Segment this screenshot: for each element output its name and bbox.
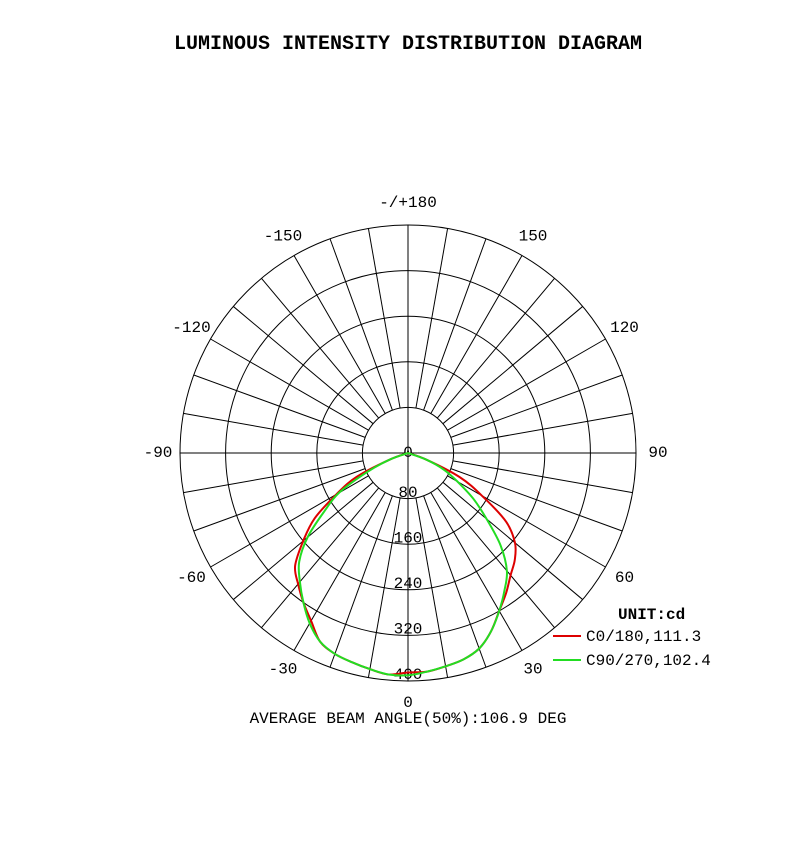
angle-label: 30 xyxy=(523,660,543,679)
legend-label: C0/180,111.3 xyxy=(586,628,702,646)
angle-label: 60 xyxy=(614,569,635,588)
legend-label: C90/270,102.4 xyxy=(586,652,711,670)
radial-tick-label: 400 xyxy=(393,666,423,685)
radial-tick-label: 240 xyxy=(393,575,423,594)
unit-label: UNIT:cd xyxy=(618,606,686,624)
angle-label: -150 xyxy=(263,227,303,246)
angle-label: 120 xyxy=(610,319,639,338)
angle-label: 150 xyxy=(518,227,548,246)
radial-tick-label: 80 xyxy=(398,483,418,502)
angle-label: -60 xyxy=(177,569,206,588)
angle-label: 90 xyxy=(648,444,668,463)
beam-angle-footer: AVERAGE BEAM ANGLE(50%):106.9 DEG xyxy=(249,710,567,728)
radial-tick-label: 160 xyxy=(393,529,423,548)
radial-tick-label: 320 xyxy=(393,620,423,639)
angle-label: -30 xyxy=(268,660,298,679)
chart-title: LUMINOUS INTENSITY DISTRIBUTION DIAGRAM xyxy=(173,33,643,56)
angle-label: -120 xyxy=(172,319,211,338)
legend xyxy=(553,628,711,670)
radial-center-label: 0 xyxy=(403,444,413,463)
angle-label: -90 xyxy=(143,444,173,463)
angle-label: 0 xyxy=(403,694,413,713)
angle-label: -/+180 xyxy=(379,194,437,213)
